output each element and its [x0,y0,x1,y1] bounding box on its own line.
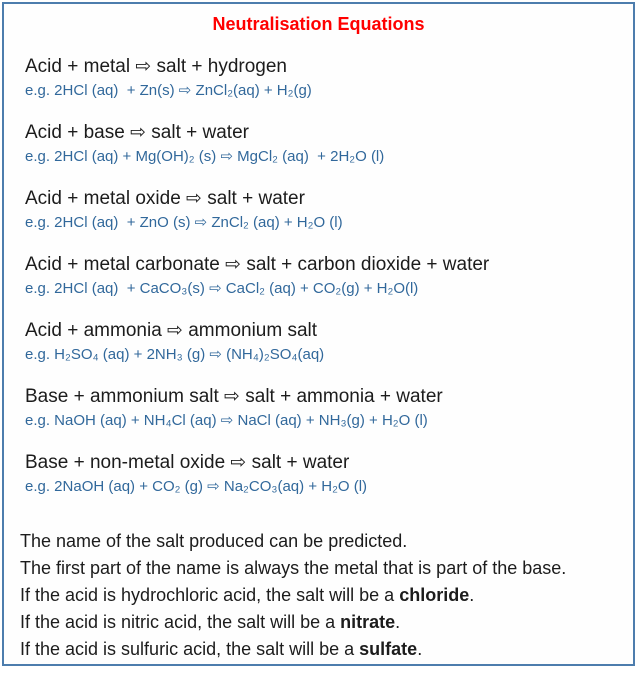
example-equation: e.g. 2NaOH (aq) + CO₂ (g) ⇨ Na₂CO₃(aq) + H₂O (l) [25,478,368,495]
rule-text: Acid + ammonia ⇨ ammonium salt [25,320,318,341]
equation-block-base-nonmetal-oxide [25,449,623,497]
note-text: If the acid is sulfuric acid, the salt will be a [20,639,360,659]
note-bold: chloride [399,585,470,605]
note-text: The name of the salt produced can be predicted. [20,531,408,551]
note-text: If the acid is nitric acid, the salt will be a [20,612,341,632]
example-equation: e.g. 2HCl (aq) + CaCO₃(s) ⇨ CaCl₂ (aq) + CO₂(g) + H₂O(l) [25,280,419,297]
note-line-sulfate [20,636,625,663]
equation-block-base-ammonium-salt [25,383,623,431]
rule-text: Acid + metal ⇨ salt + hydrogen [25,56,288,77]
example-equation: e.g. 2HCl (aq) + ZnO (s) ⇨ ZnCl₂ (aq) + H₂O (l) [25,214,343,231]
note-text: . [395,612,401,632]
note-line-first-part [20,555,625,582]
rule-text: Base + non-metal oxide ⇨ salt + water [25,452,350,473]
equation-blocks [4,53,633,497]
example-equation: e.g. H₂SO₄ (aq) + 2NH₃ (g) ⇨ (NH₄)₂SO₄(aq) [25,346,325,363]
note-text: . [469,585,475,605]
equation-block-acid-ammonia [25,317,623,365]
equation-block-acid-metal-carbonate [25,251,623,299]
note-text: The first part of the name is always the metal that is part of the base. [20,558,567,578]
note-line-chloride [20,582,625,609]
rule-text: Acid + metal carbonate ⇨ salt + carbon dioxide + water [25,254,490,275]
rule-text: Acid + base ⇨ salt + water [25,122,249,143]
equation-block-acid-metal [25,53,623,101]
note-bold: nitrate [340,612,396,632]
note-text: If the acid is hydrochloric acid, the salt will be a [20,585,400,605]
rule-text: Acid + metal oxide ⇨ salt + water [25,188,305,209]
example-equation: e.g. 2HCl (aq) + Zn(s) ⇨ ZnCl₂(aq) + H₂(g) [25,82,312,99]
example-equation: e.g. 2HCl (aq) + Mg(OH)₂ (s) ⇨ MgCl₂ (aq) + 2H₂O (l) [25,148,385,165]
equation-block-acid-base [25,119,623,167]
note-line-nitrate [20,609,625,636]
note-text: . [417,639,423,659]
note-bold: sulfate [359,639,418,659]
rule-text: Base + ammonium salt ⇨ salt + ammonia + water [25,386,443,407]
page-title: Neutralisation Equations [212,14,425,34]
note-line-predicted [20,528,625,555]
document-border-frame [2,2,635,666]
equation-block-acid-metal-oxide [25,185,623,233]
example-equation: e.g. NaOH (aq) + NH₄Cl (aq) ⇨ NaCl (aq) + NH₃(g) + H₂O (l) [25,412,428,429]
salt-naming-notes [4,528,633,663]
